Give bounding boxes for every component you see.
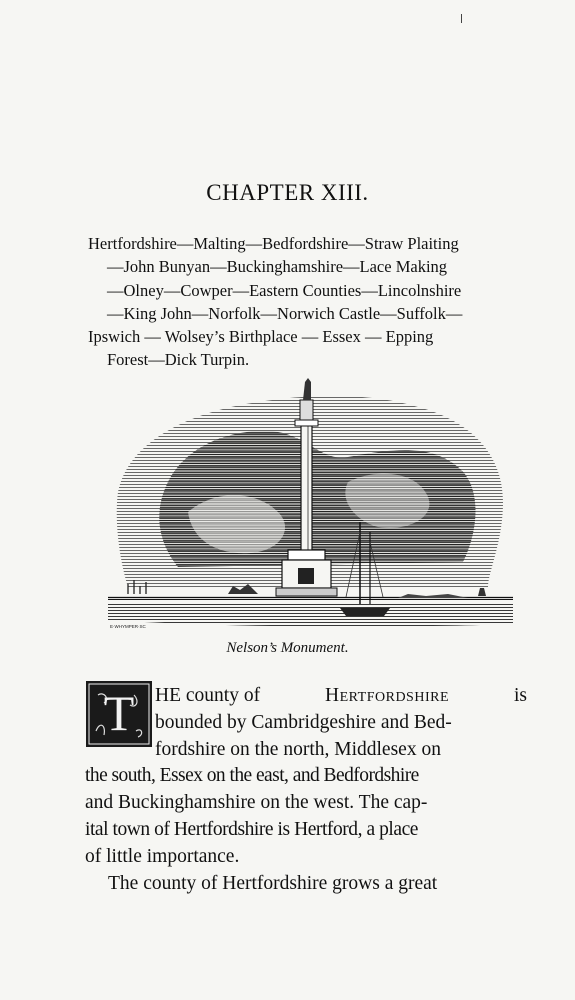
body-line: of little importance. xyxy=(85,845,240,867)
body-line-text: HE county of xyxy=(155,685,261,706)
summary-line: —Olney—Cowper—Eastern Counties—Lincolnshire xyxy=(107,280,462,300)
body-line: the south, Essex on the east, and Bedfordshire xyxy=(85,765,419,787)
summary-line: Forest—Dick Turpin. xyxy=(107,350,250,370)
monument-illustration xyxy=(108,372,513,637)
summary-line: Ipswich — Wolsey’s Birthplace — Essex — Epping xyxy=(88,327,434,347)
body-line: The county of Hertfordshire grows a great xyxy=(108,872,438,894)
monument-engraving xyxy=(108,372,513,637)
chapter-summary xyxy=(88,232,530,372)
body-line: and Buckinghamshire on the west. The cap- xyxy=(85,792,428,814)
summary-line: Hertfordshire—Malting—Bedfordshire—Straw Plaiting xyxy=(88,234,459,253)
chapter-title: CHAPTER XIII. xyxy=(206,180,369,205)
body-line: bounded by Cambridgeshire and Bed- xyxy=(155,711,452,733)
body-paragraph xyxy=(85,683,527,897)
print-mark xyxy=(461,14,462,23)
body-line: ital town of Hertfordshire is Hertford, a place xyxy=(85,818,418,840)
drop-cap-letter: T xyxy=(103,685,135,741)
summary-line: —King John—Norfolk—Norwich Castle—Suffolk— xyxy=(107,303,463,323)
county-name: Hertfordshire xyxy=(325,685,450,706)
body-line xyxy=(85,683,527,710)
figure-caption: Nelson’s Monument. xyxy=(226,640,349,656)
body-line-text: is xyxy=(513,685,527,706)
body-line: fordshire on the north, Middlesex on xyxy=(155,738,441,760)
engraver-signature: E·WHYMPER·SC xyxy=(110,624,146,629)
summary-line: —John Bunyan—Buckinghamshire—Lace Making xyxy=(107,257,448,277)
